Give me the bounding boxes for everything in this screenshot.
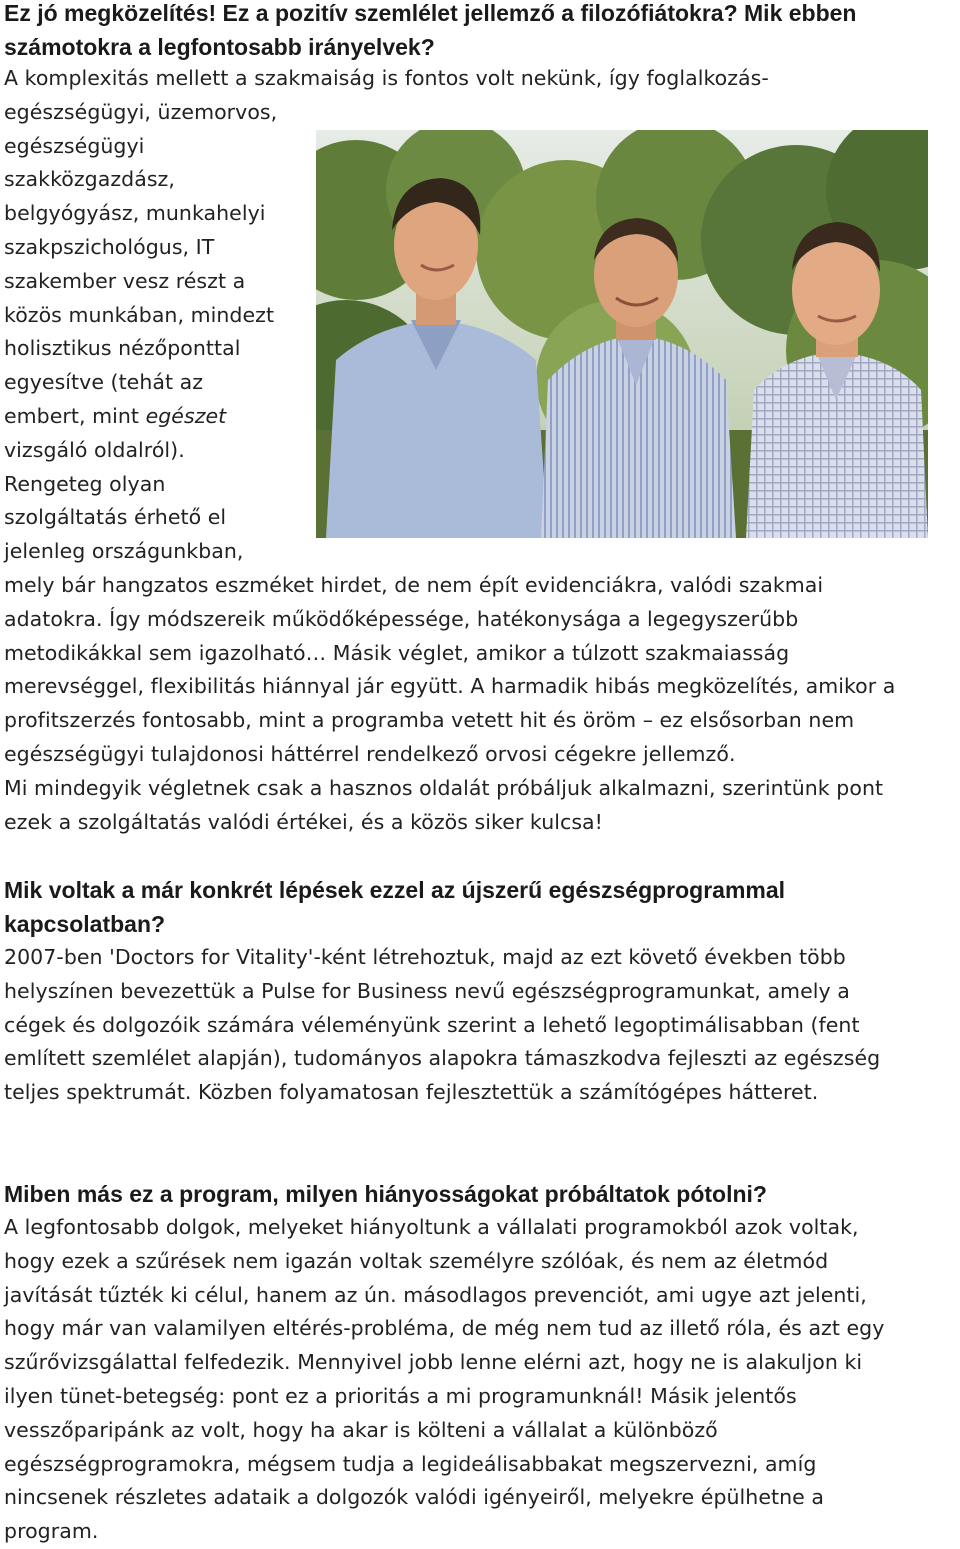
question-heading-2	[4, 874, 785, 941]
italic-word: egészet	[145, 403, 227, 428]
text-line: ezek a szolgáltatás valódi értékei, és a közös siker kulcsa!	[4, 809, 603, 834]
text-line: hogy már van valamilyen eltérés-probléma, de még nem tud az illető róla, és azt egy	[4, 1316, 885, 1341]
text-line: közös munkában, mindezt	[4, 302, 275, 327]
text-line: vesszőparipánk az volt, hogy ha akar is költeni a vállalat a különböző	[4, 1417, 718, 1442]
text-line: jelenleg országunkban,	[4, 539, 244, 564]
text-line: holisztikus nézőponttal	[4, 336, 241, 361]
text-line: teljes spektrumát. Közben folyamatosan fejlesztettük a számítógépes hátteret.	[4, 1080, 819, 1105]
team-photo-illustration	[316, 130, 928, 538]
text-line: szakpszichológus, IT	[4, 234, 215, 259]
text-line: cégek és dolgozóik számára véleményünk szerint a lehető legoptimálisabban (fent	[4, 1012, 860, 1037]
text-line: program.	[4, 1519, 99, 1544]
question-line: kapcsolatban?	[4, 910, 166, 937]
text-line: Rengeteg olyan	[4, 471, 166, 496]
text-line: egészségügyi, üzemorvos,	[4, 99, 278, 124]
text-line: Mi mindegyik végletnek csak a hasznos oldalát próbáljuk alkalmazni, szerintünk pont	[4, 775, 884, 800]
answer-paragraph-3	[4, 1211, 884, 1549]
text-line: helyszínen bevezettük a Pulse for Business nevű egészségprogramunkat, amely a	[4, 978, 850, 1003]
text-line: egészségügyi tulajdonosi háttérrel rendelkező orvosi cégekre jellemző.	[4, 741, 736, 766]
text-line: egyesítve (tehát az	[4, 370, 204, 395]
text-line: javítását tűzték ki célul, hanem az ún. másodlagos prevenciót, ami ugye azt jelenti,	[4, 1282, 867, 1307]
question-line: Mik voltak a már konkrét lépések ezzel az újszerű egészségprogrammal	[4, 877, 786, 903]
question-line: Ez jó megközelítés! Ez a pozitív szemlélet jellemző a filozófiátokra? Mik ebben	[4, 0, 857, 26]
question-heading-3	[4, 1178, 767, 1212]
text-line: 2007-ben 'Doctors for Vitality'-ként létrehoztuk, majd az ezt követő években több	[4, 945, 846, 969]
text-line: szolgáltatás érhető el	[4, 505, 227, 530]
question-line: Miben más ez a program, milyen hiányosságokat próbáltatok pótolni?	[4, 1181, 767, 1207]
text-line: hogy ezek a szűrések nem igazán voltak személyre szólóak, és nem az életmód	[4, 1248, 829, 1273]
text-line: A legfontosabb dolgok, melyeket hiányoltunk a vállalati programokból azok voltak,	[4, 1215, 859, 1239]
answer-paragraph-2	[4, 941, 880, 1110]
text-line: szakközgazdász,	[4, 167, 175, 192]
text-line: mely bár hangzatos eszméket hirdet, de nem épít evidenciákra, valódi szakmai	[4, 572, 824, 597]
text-line: nincsenek részletes adataik a dolgozók valódi igényeiről, melyekre épülhetne a	[4, 1485, 824, 1510]
question-line: számotokra a legfontosabb irányelvek?	[4, 33, 435, 60]
text-line: A komplexitás mellett a szakmaiság is fontos volt nekünk, így foglalkozás-	[4, 66, 769, 90]
text-line: vizsgáló oldalról).	[4, 437, 185, 462]
text-line: szűrővizsgálattal felfedezik. Mennyivel jobb lenne elérni azt, hogy ne is alakuljon ki	[4, 1350, 863, 1375]
text-line: profitszerzés fontosabb, mint a programba vetett hit és öröm – ez elsősorban nem	[4, 708, 855, 733]
text-line: metodikákkal sem igazolható… Másik véglet, amikor a túlzott szakmaiasság	[4, 640, 790, 665]
text-line: merevséggel, flexibilitás hiánnyal jár együtt. A harmadik hibás megközelítés, amikor a	[4, 674, 896, 699]
text-line: szakember vesz részt a	[4, 268, 246, 293]
text-line: egészségügyi	[4, 133, 145, 158]
text-line: egészségprogramokra, mégsem tudja a legideálisabbakat megszervezni, amíg	[4, 1451, 817, 1476]
text-line: belgyógyász, munkahelyi	[4, 201, 266, 226]
team-photo	[316, 130, 928, 538]
question-heading-1	[4, 0, 856, 64]
text-fragment: embert, mint	[4, 403, 146, 428]
text-line: adatokra. Így módszereik működőképessége, hatékonysága a legegyszerűbb	[4, 606, 799, 631]
text-line: említett szemlélet alapján), tudományos alapokra támaszkodva fejleszti az egészség	[4, 1046, 881, 1071]
text-line: ilyen tünet-betegség: pont ez a prioritás a mi programunknál! Másik jelentős	[4, 1383, 797, 1408]
